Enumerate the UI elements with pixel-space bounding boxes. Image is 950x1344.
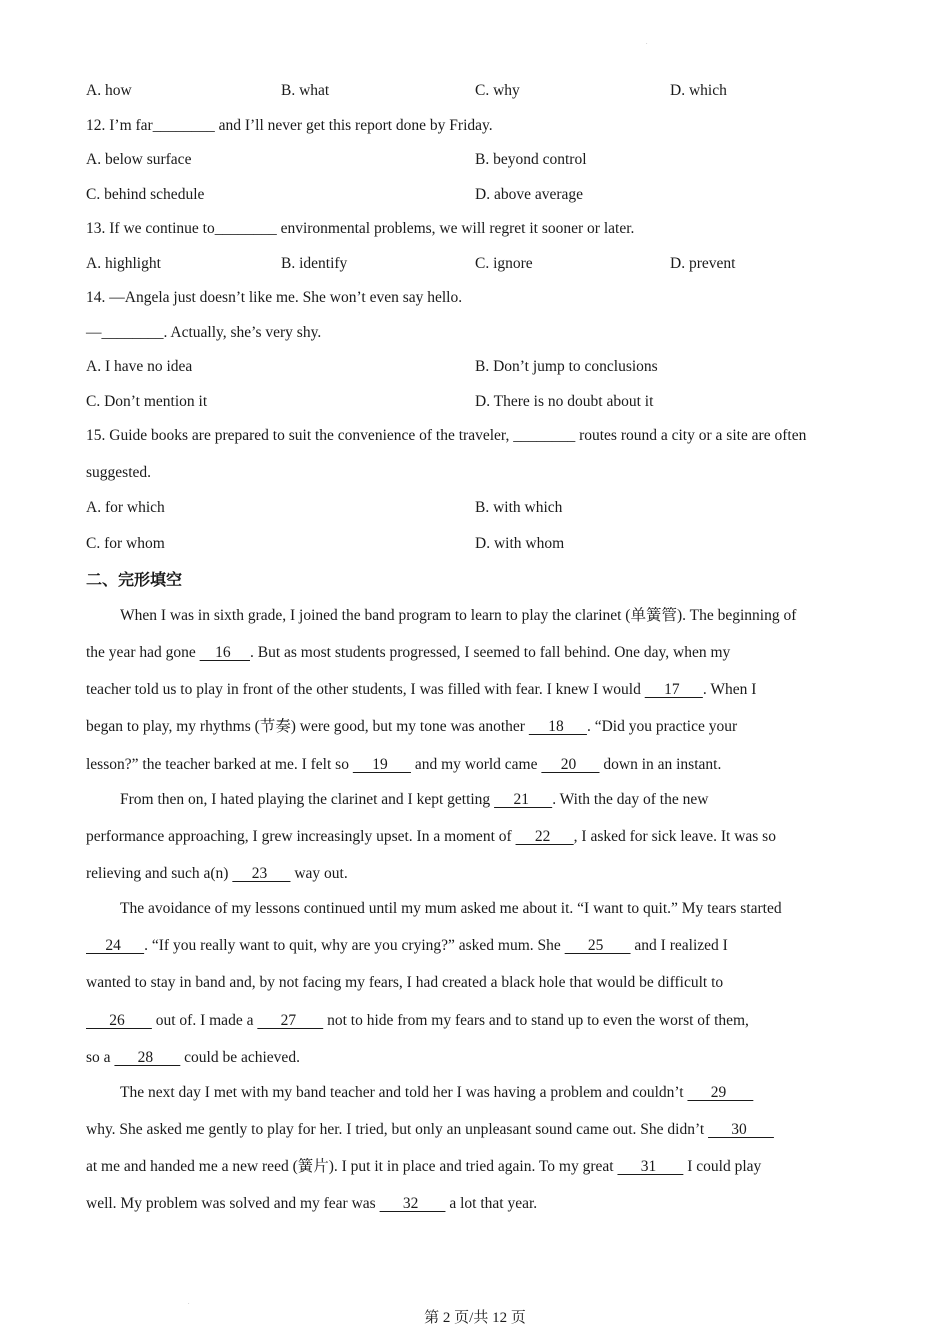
passage-line: teacher told us to play in front of the other students, I was filled with fear. I knew I would 17 . When I — [86, 681, 757, 698]
cloze-blank-28: 28 — [114, 1049, 181, 1066]
cloze-blank-31: 31 — [617, 1158, 684, 1175]
passage-line: at me and handed me a new reed (簧片). I put it in place and tried again. To my great 31 I could play — [86, 1158, 762, 1175]
q12-blank: ________ — [152, 117, 215, 134]
q14-option-c: C. Don’t mention it — [86, 393, 208, 410]
cloze-blank-25: 25 — [564, 937, 631, 954]
q15-option-c: C. for whom — [86, 535, 165, 552]
passage-line: began to play, my rhythms (节奏) were good, but my tone was another 18 . “Did you practice your — [86, 718, 738, 735]
cloze-blank-22: 22 — [515, 828, 574, 845]
q14-option-a: A. I have no idea — [86, 358, 193, 375]
q13-stem: 13. If we continue to________ environmental problems, we will regret it sooner or later. — [86, 220, 635, 237]
q12-option-a: A. below surface — [86, 151, 192, 168]
cloze-blank-20: 20 — [541, 756, 600, 773]
passage-line: performance approaching, I grew increasingly upset. In a moment of 22 , I asked for sick leave. It was so — [86, 828, 776, 845]
q13-option-d: D. prevent — [670, 255, 736, 272]
q12-option-d: D. above average — [475, 186, 584, 203]
page-number: 第 2 页/共 12 页 — [424, 1310, 526, 1326]
passage-line: 24 . “If you really want to quit, why are you crying?” asked mum. She 25 and I realized I — [86, 937, 728, 954]
q15-blank: ________ — [513, 427, 576, 444]
q11-option-b: B. what — [281, 82, 330, 99]
q12-option-c: C. behind schedule — [86, 186, 205, 203]
passage-line: lesson?” the teacher barked at me. I felt so 19 and my world came 20 down in an instant. — [86, 756, 722, 773]
cloze-blank-24: 24 — [86, 937, 145, 954]
speck-dot: . — [646, 40, 648, 46]
q12-stem: 12. I’m far________ and I’ll never get this report done by Friday. — [86, 117, 493, 134]
q13-option-b: B. identify — [281, 255, 348, 272]
q11-option-a: A. how — [86, 82, 132, 99]
cloze-blank-23: 23 — [232, 865, 291, 882]
cloze-blank-32: 32 — [379, 1195, 446, 1212]
cloze-blank-18: 18 — [528, 718, 587, 735]
passage-line: so a 28 could be achieved. — [86, 1049, 300, 1066]
cloze-blank-27: 27 — [257, 1012, 324, 1029]
q14-option-b: B. Don’t jump to conclusions — [475, 358, 658, 375]
q13-blank: ________ — [214, 220, 277, 237]
passage-line: relieving and such a(n) 23 way out. — [86, 865, 348, 882]
cloze-blank-21: 21 — [494, 791, 553, 808]
q15-stem: 15. Guide books are prepared to suit the convenience of the traveler, ________ routes round a city or a site are often — [86, 427, 807, 444]
passage-line: wanted to stay in band and, by not facing my fears, I had created a black hole that would be difficult to — [86, 974, 724, 991]
cloze-blank-17: 17 — [644, 681, 703, 698]
passage-line: why. She asked me gently to play for her. I tried, but only an unpleasant sound came out. She didn’t 30 — [86, 1121, 774, 1138]
q15-option-d: D. with whom — [475, 535, 565, 552]
passage-line: From then on, I hated playing the clarinet and I kept getting 21 . With the day of the new — [120, 791, 709, 808]
q14-blank: ________ — [101, 324, 164, 341]
passage-line: the year had gone 16 . But as most students progressed, I seemed to fall behind. One day, when my — [86, 644, 731, 661]
q14-option-d: D. There is no doubt about it — [475, 393, 654, 410]
q14-reply: —________. Actually, she’s very shy. — [86, 324, 322, 341]
q15-option-b: B. with which — [475, 499, 563, 516]
passage-line: The next day I met with my band teacher and told her I was having a problem and couldn’t 29 — [120, 1084, 754, 1101]
passage-line: 26 out of. I made a 27 not to hide from my fears and to stand up to even the worst of them, — [86, 1012, 749, 1029]
q11-option-d: D. which — [670, 82, 727, 99]
q13-option-a: A. highlight — [86, 255, 161, 272]
cloze-blank-16: 16 — [199, 644, 250, 661]
passage-line: The avoidance of my lessons continued until my mum asked me about it. “I want to quit.” My tears started — [120, 900, 782, 917]
q14-stem: 14. —Angela just doesn’t like me. She won’t even say hello. — [86, 289, 463, 306]
q11-option-c: C. why — [475, 82, 520, 99]
q15-stem-cont: suggested. — [86, 464, 152, 481]
q13-option-c: C. ignore — [475, 255, 533, 272]
passage-line: well. My problem was solved and my fear was 32 a lot that year. — [86, 1195, 538, 1212]
q15-option-a: A. for which — [86, 499, 165, 516]
cloze-blank-26: 26 — [86, 1012, 152, 1029]
q12-option-b: B. beyond control — [475, 151, 587, 168]
cloze-blank-30: 30 — [708, 1121, 774, 1138]
section-heading: 二、完形填空 — [86, 570, 183, 589]
speck-dot: . — [188, 1300, 190, 1306]
passage-line: When I was in sixth grade, I joined the band program to learn to play the clarinet (单簧管). The beginning of — [120, 607, 797, 624]
cloze-blank-19: 19 — [352, 756, 411, 773]
cloze-blank-29: 29 — [687, 1084, 754, 1101]
